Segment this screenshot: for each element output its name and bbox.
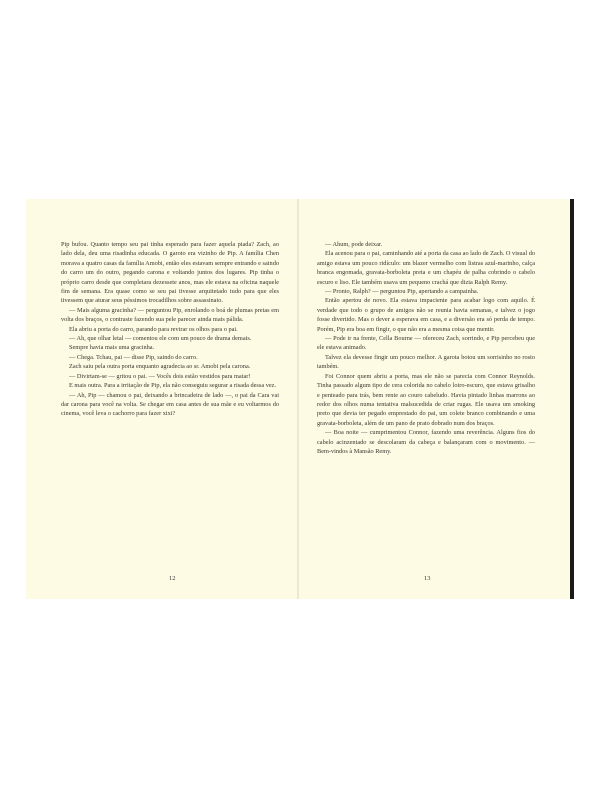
paragraph: Talvez ela devesse fingir um pouco melhor. A garota botou um sorrisinho no rosto também.	[317, 353, 535, 371]
paragraph: — Divirtam-se — gritou o pai. — Vocês dois estão vestidos para matar!	[69, 372, 251, 380]
paragraph: — Ah, Pip — chamou o pai, deixando a brincadeira de lado —, o pai da Cara vai dar carona para você na volta. Se chegar em casa antes de sua mãe e eu voltarmos do cinema, você leva o cachorro para fazer xixi?	[61, 391, 279, 418]
paragraph: Ela acenou para o pai, caminhando até a porta da casa ao lado de Zach. O visual do amigo estava um pouco ridículo: um blazer vermelho com listras azul-marinho, calça branca engomada, gravata-borboleta preta e um chapéu de palha cobrindo o cabelo escuro e liso. Ele também usava um pequeno crachá que dizia Ralph Remy.	[317, 250, 535, 286]
paragraph: Pip bufou. Quanto tempo seu pai tinha esperado para fazer aquela piada? Zach, ao lado dela, deu uma risadinha educada. O garoto era vizinho de Pip. A família Chen morava a quatro casas da família Amobi, então eles estavam sempre entrando e saindo do carro um do outro, pegando carona e voltando juntos dos lugares. Pip tinha o próprio carro desde que completara dezessete anos, mas ele estava na oficina naquele fim de semana. Era quase como se seu pai tivesse arquitetado tudo para que eles tivessem que aturar seus péssimos trocadilhos sobre assassinato.	[61, 241, 279, 305]
left-page	[26, 199, 297, 599]
paragraph: — Pode ir na frente, Cella Bourne — ofereceu Zach, sorrindo, e Pip percebeu que ele estava animado.	[317, 335, 535, 352]
paragraph: — Ahum, pode deixar.	[325, 241, 383, 248]
page-number-left: 12	[169, 575, 176, 582]
paragraph: — Mais alguma gracinha? — perguntou Pip, enrolando o boá de plumas pretas em volta dos braços, o contraste fazendo sua pele parecer ainda mais pálida.	[61, 306, 279, 324]
book-cover-edge	[570, 199, 574, 599]
paragraph: Sempre havia mais uma gracinha.	[69, 344, 155, 352]
paragraph: Zach saiu pela outra porta enquanto agradecia ao sr. Amobi pela carona.	[69, 363, 251, 371]
paragraph: Ela abriu a porta do carro, parando para revirar os olhos para o pai.	[69, 325, 238, 333]
right-page	[299, 199, 570, 599]
paragraph: — Pronto, Ralph? — perguntou Pip, apertando a campainha.	[325, 288, 479, 296]
page-number-right: 13	[424, 575, 431, 582]
book-spread	[26, 199, 570, 599]
paragraph: Foi Connor quem abriu a porta, mas ele não se parecia com Connor Reynolds. Tinha passado algum tipo de cera colorida no cabelo loiro-escuro, que estava grisalho e penteado para trás, bem rente ao couro cabeludo. Havia pintado linhas marrons ao redor dos olhos numa tentativa malsucedida de criar rugas. Ele usava um smoking preto que devia ter pegado emprestado do pai, um colete branco combinando e uma gravata-borboleta, além de um pano de prato dobrado num dos braços.	[317, 372, 535, 427]
paragraph: — Chega. Tchau, pai — disse Pip, saindo do carro.	[69, 353, 198, 361]
paragraph: Então apertou de novo. Ela estava impaciente para acabar logo com aquilo. É verdade que todo o grupo de amigos não se reunia havia semanas, e talvez o jogo fosse divertido. Mas o dever a esperava em casa, e a diversão era só perda de tempo. Porém, Pip era boa em fingir, o que não era a mesma coisa que mentir.	[317, 297, 535, 333]
right-page-text	[317, 240, 535, 456]
paragraph: — Boa noite — cumprimentou Connor, fazendo uma reverência. Alguns fios do cabelo acinzentado se descolaram da cabeça e balançaram com o movimento. — Bem-vindos à Mansão Remy.	[317, 429, 535, 455]
paragraph: — Ah, que olhar letal — comentou ele com um pouco de drama demais.	[69, 335, 252, 343]
left-page-text	[61, 240, 279, 419]
paragraph: E mais outra. Para a irritação de Pip, ela não conseguiu segurar a risada dessa vez.	[69, 382, 277, 390]
